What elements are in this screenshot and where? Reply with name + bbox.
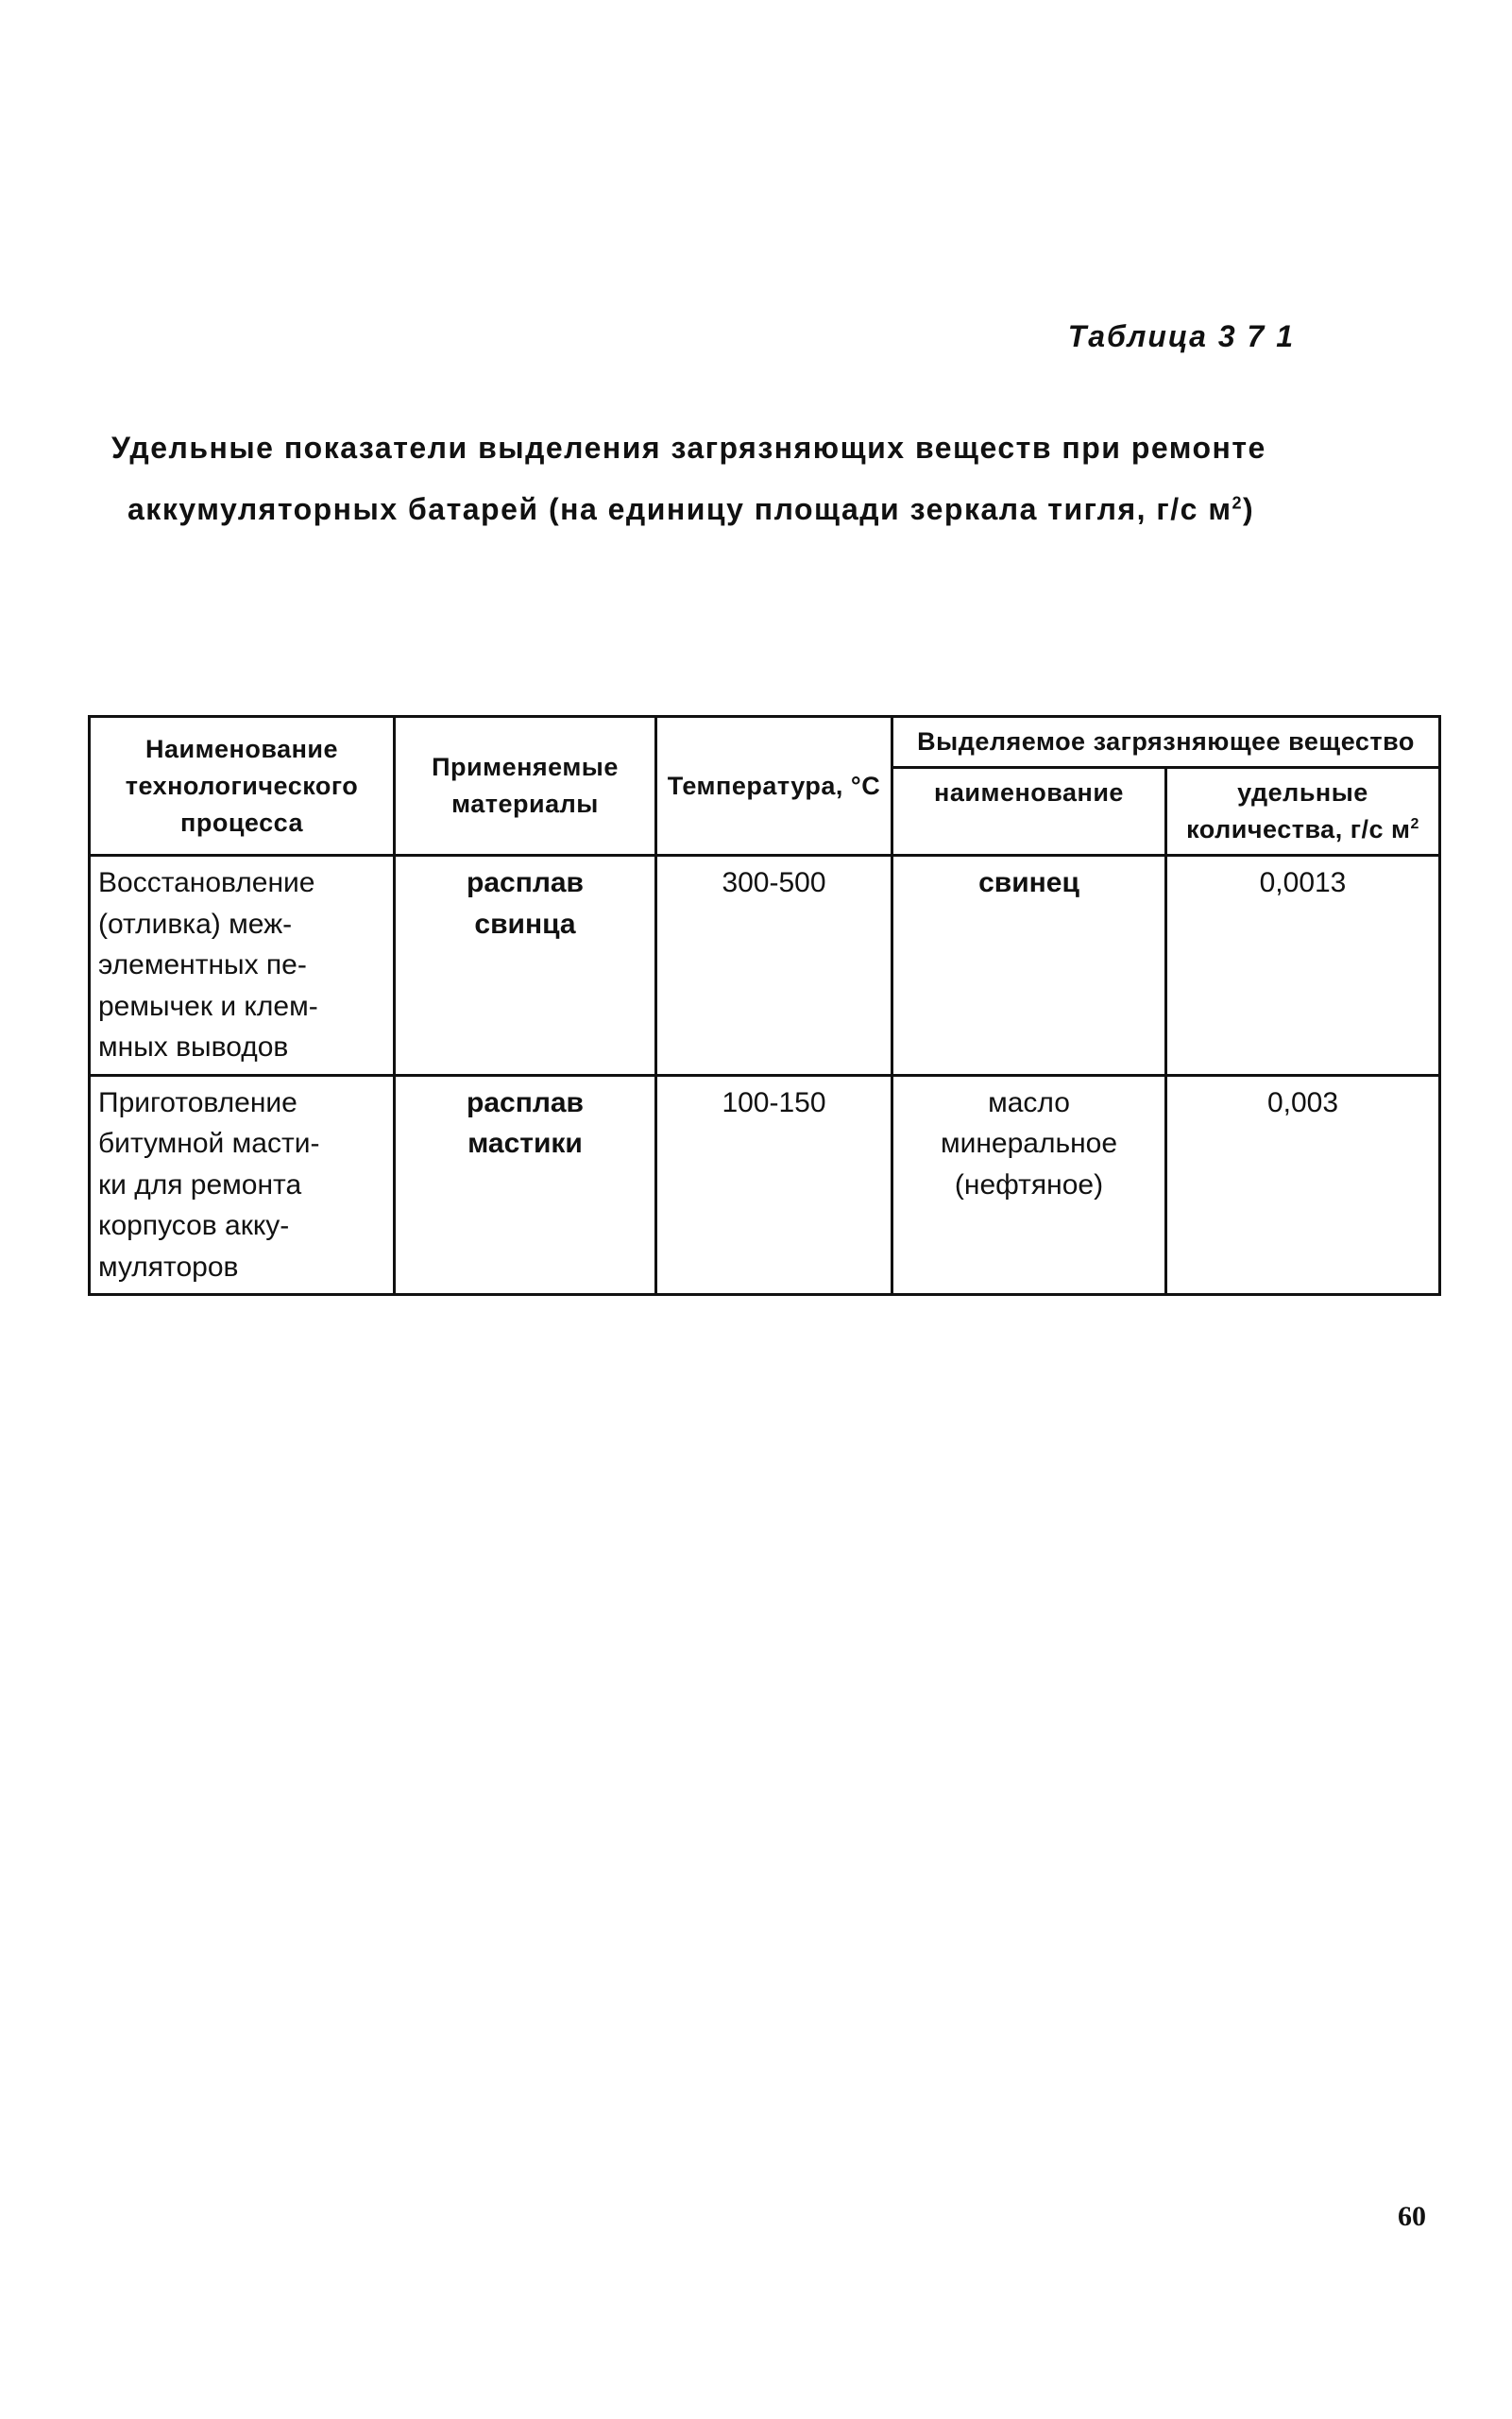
table-caption-line-2 [127, 491, 1374, 527]
header-materials: Применяемые материалы [395, 717, 656, 856]
cell-amount: 0,0013 [1166, 856, 1440, 1076]
header-process: Наименование технологического процесса [90, 717, 395, 856]
cell-materials: расплав мастики [395, 1075, 656, 1295]
table-caption-line-1: Удельные показатели выделения загрязняющих веществ при ремонте [111, 431, 1266, 465]
caption-superscript: 2 [1232, 493, 1244, 513]
table-header-row-1 [90, 717, 1440, 768]
caption-line-2-end: ) [1243, 492, 1255, 526]
header-substance-group: Выделяемое загрязняющее вещество [892, 717, 1440, 768]
page-number: 60 [1398, 2201, 1426, 2232]
cell-process: Приготовление битумной масти- ки для ремонта корпусов акку- муляторов [90, 1075, 395, 1295]
cell-substance: масло минеральное (нефтяное) [892, 1075, 1166, 1295]
table-row [90, 856, 1440, 1076]
header-substance-name: наименование [892, 768, 1166, 856]
emissions-table [88, 715, 1441, 1296]
table-row [90, 1075, 1440, 1295]
header-temperature: Температура, °С [656, 717, 892, 856]
cell-materials: расплав свинца [395, 856, 656, 1076]
header-specific-amounts-text: удельные количества, г/с м [1186, 778, 1411, 844]
header-specific-amounts-sup: 2 [1410, 816, 1419, 833]
cell-temperature: 100-150 [656, 1075, 892, 1295]
cell-amount: 0,003 [1166, 1075, 1440, 1295]
caption-line-2-text: аккумуляторных батарей (на единицу площади зеркала тигля, г/с м [127, 492, 1232, 526]
cell-process: Восстановление (отливка) меж- элементных пе- ремычек и клем- мных выводов [90, 856, 395, 1076]
cell-temperature: 300-500 [656, 856, 892, 1076]
cell-substance: свинец [892, 856, 1166, 1076]
header-specific-amounts [1166, 768, 1440, 856]
table-number-label: Таблица 3 7 1 [1067, 319, 1295, 353]
